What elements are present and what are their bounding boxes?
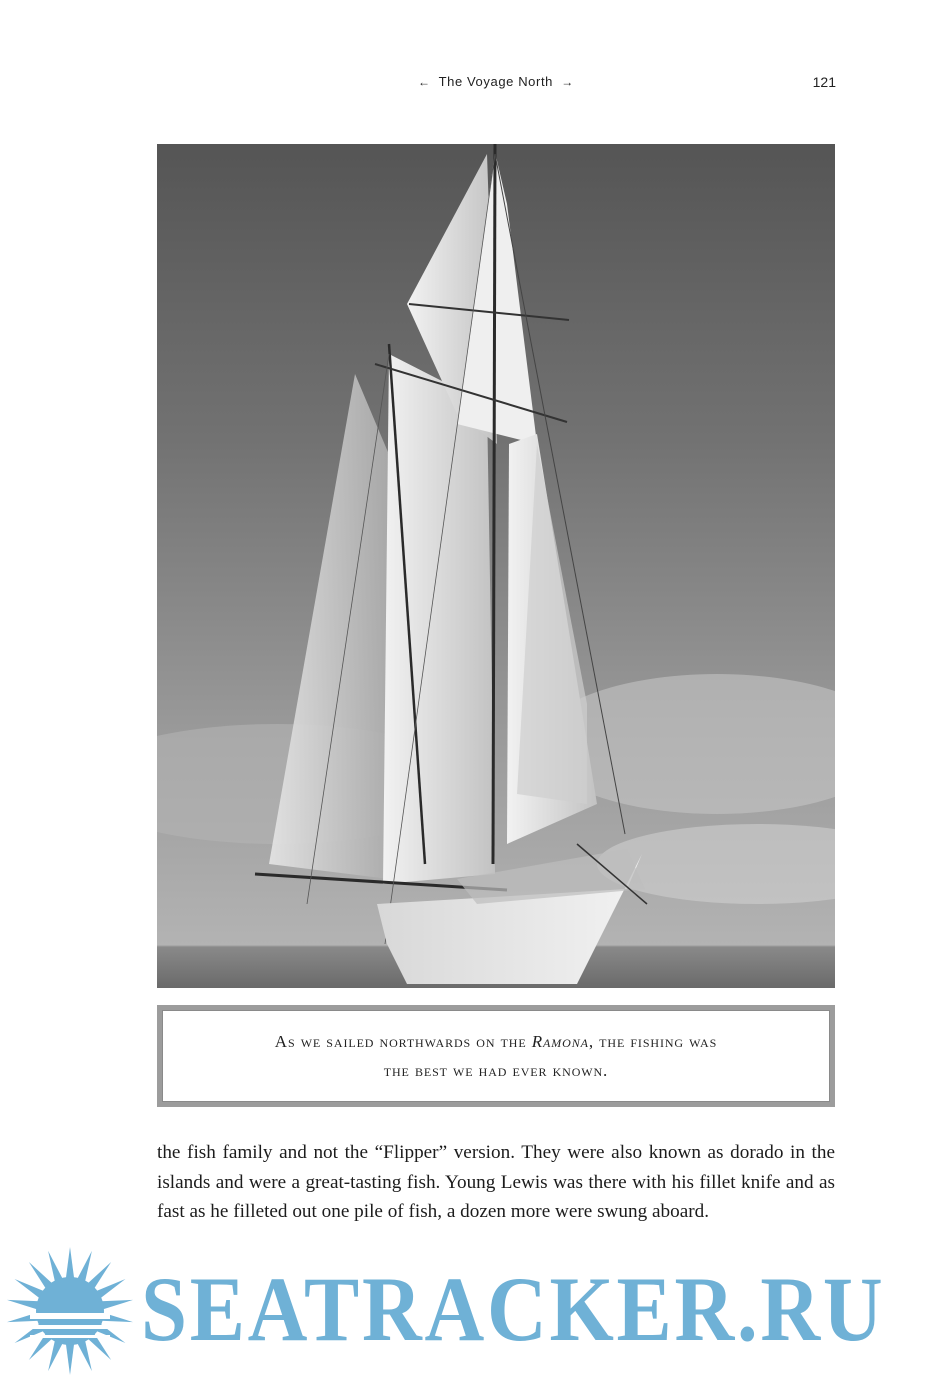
running-head [414,74,578,89]
figure-caption [157,1005,835,1107]
caption-text-b: , the fishing was [588,1032,718,1051]
page-number: 121 [812,74,836,90]
caption-line-1 [275,1027,717,1056]
schooner-illustration [157,144,835,988]
watermark-text: SEATRACKER.RU [141,1258,886,1360]
body-text [157,1138,835,1227]
chapter-title: The Voyage North [438,74,553,89]
caption-text-a: As we sailed northwards on the [274,1032,532,1051]
caption-ship-name: Ramona [531,1032,589,1051]
arrow-left-icon: ← [418,75,431,89]
watermark [0,1245,929,1375]
caption-frame [162,1010,830,1102]
schooner-photo [157,144,835,988]
sun-logo-icon [0,1245,140,1375]
caption-line-2: the best we had ever known. [383,1061,609,1080]
arrow-right-icon: → [561,75,574,89]
paragraph: the fish family and not the “Flipper” version. They were also known as dorado in the islands and were a great-tasting fish. Young Lewis was there with his fillet knife and as fast as he filleted out one pile of fish, a dozen more were swung aboard. [157,1142,835,1222]
